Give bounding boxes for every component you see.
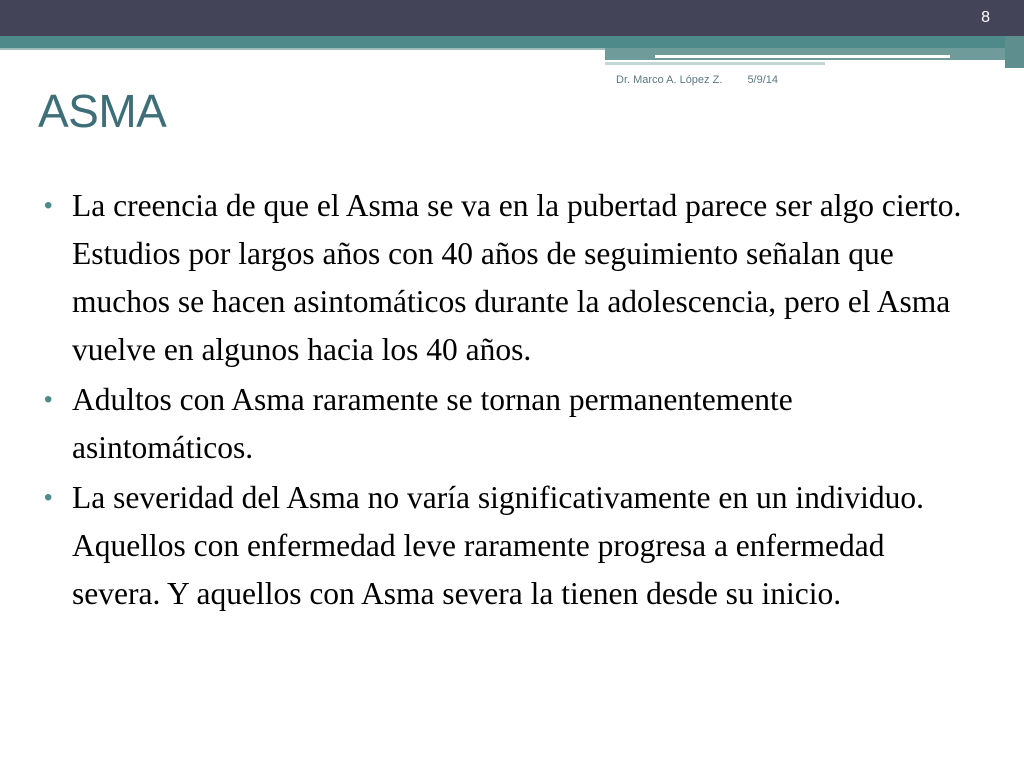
bullet-text: Adultos con Asma raramente se tornan permanentemente asintomáticos. bbox=[72, 382, 793, 465]
header-teal-band bbox=[0, 36, 1024, 48]
bullet-dot-icon: • bbox=[44, 484, 53, 511]
bullet-item bbox=[40, 182, 970, 374]
slide-number: 8 bbox=[981, 9, 990, 26]
header-accent-line-light bbox=[605, 62, 825, 65]
header-band bbox=[0, 0, 1024, 36]
header-accent-line bbox=[0, 48, 605, 50]
bullet-list bbox=[40, 182, 970, 620]
bullet-item bbox=[40, 474, 970, 618]
header-accent-line-white bbox=[655, 55, 950, 58]
header-accent-block bbox=[605, 48, 1005, 60]
bullet-dot-icon: • bbox=[44, 192, 53, 219]
bullet-text: La creencia de que el Asma se va en la pubertad parece ser algo cierto. Estudios por largos años con 40 años de seguimiento señalan que muchos se hacen asintomáticos durante la adolescencia, pero el Asma vuelve en algunos hacia los 40 años. bbox=[72, 188, 962, 367]
slide-date: 5/9/14 bbox=[747, 74, 779, 86]
slide-title: ASMA bbox=[38, 85, 167, 137]
header-accent-corner bbox=[1005, 36, 1024, 68]
slide-author: Dr. Marco A. López Z. bbox=[616, 74, 723, 86]
bullet-item bbox=[40, 376, 970, 472]
bullet-text: La severidad del Asma no varía significativamente en un individuo. Aquellos con enfermedad leve raramente progresa a enfermedad severa. Y aquellos con Asma severa la tienen desde su inicio. bbox=[72, 480, 925, 611]
bullet-dot-icon: • bbox=[44, 386, 53, 413]
slide-meta bbox=[616, 74, 800, 86]
